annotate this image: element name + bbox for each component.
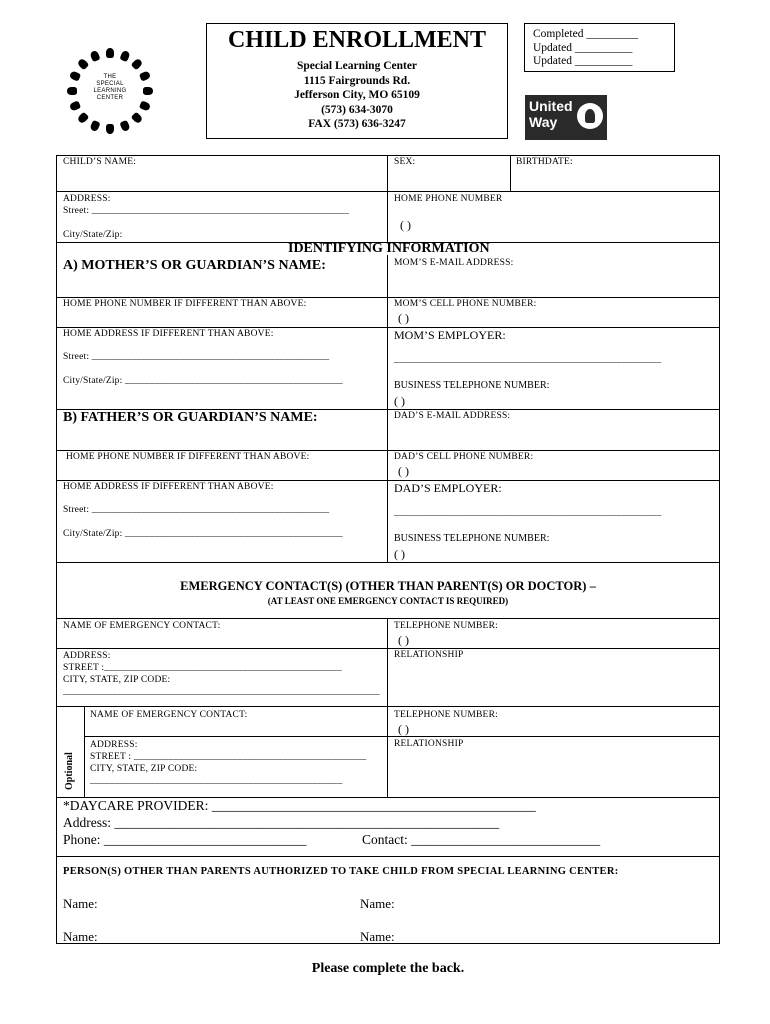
united-way-logo	[525, 95, 607, 140]
mom-home-address-label: HOME ADDRESS IF DIFFERENT THAN ABOVE:	[63, 329, 274, 339]
emergency-contact-1-city-field[interactable]: CITY, STATE, ZIP CODE:	[63, 675, 171, 685]
father-guardian-name-field[interactable]: B) FATHER’S OR GUARDIAN’S NAME:	[63, 410, 318, 425]
logo-text-line: SPECIAL	[96, 81, 124, 87]
dad-email-field[interactable]: DAD’S E-MAIL ADDRESS:	[394, 411, 511, 421]
mother-guardian-name-field[interactable]: A) MOTHER’S OR GUARDIAN’S NAME:	[63, 258, 326, 273]
mom-employer-label: MOM’S EMPLOYER:	[394, 328, 506, 342]
mom-business-phone-label: BUSINESS TELEPHONE NUMBER:	[394, 380, 550, 391]
emergency-contact-1-telephone-field[interactable]: ( )	[398, 633, 409, 647]
child-figure-icon	[77, 111, 90, 124]
emergency-contact-1-name-field[interactable]: NAME OF EMERGENCY CONTACT:	[63, 621, 221, 631]
identifying-information-heading: IDENTIFYING INFORMATION	[288, 241, 490, 256]
dad-business-phone-label: BUSINESS TELEPHONE NUMBER:	[394, 533, 550, 544]
daycare-provider-field[interactable]: *DAYCARE PROVIDER: ________________________________________________	[63, 798, 536, 813]
org-fax: FAX (573) 636-3247	[308, 118, 406, 130]
child-figure-icon	[143, 87, 153, 95]
address-label: ADDRESS:	[63, 194, 111, 204]
child-figure-icon	[106, 48, 114, 58]
emergency-contact-2-address	[90, 739, 367, 787]
authorized-person-name-field[interactable]: Name:	[360, 896, 395, 911]
optional-label: Optional	[64, 752, 75, 790]
child-figure-icon	[130, 58, 143, 71]
daycare-contact-field[interactable]: Contact: ____________________________	[362, 832, 601, 847]
daycare-address-field[interactable]: Address: _________________________________________________________	[63, 815, 500, 830]
updated-field[interactable]: Updated __________	[533, 41, 633, 54]
org-name: Special Learning Center	[296, 60, 418, 72]
org-phone: (573) 634-3070	[321, 103, 393, 116]
complete-back-note: Please complete the back.	[311, 961, 465, 976]
authorized-person-name-field[interactable]: Name:	[63, 896, 98, 911]
dad-business-phone-field[interactable]: ( )	[394, 547, 405, 561]
emergency-contact-2-extra-line[interactable]: ___________________________________________________	[90, 776, 343, 786]
united-way-hand-icon	[577, 103, 603, 129]
child-figure-icon	[130, 111, 143, 124]
child-figure-icon	[69, 100, 81, 111]
mom-employer-field[interactable]: ______________________________________________________	[394, 355, 662, 365]
emergency-contact-2-address-label: ADDRESS:	[90, 740, 138, 750]
updated-field[interactable]: Updated __________	[533, 55, 633, 67]
logo-text-line: THE	[103, 74, 117, 80]
child-figure-icon	[106, 124, 114, 134]
emergency-contacts-heading: EMERGENCY CONTACT(S) (OTHER THAN PARENT(S) OR DOCTOR) –	[180, 579, 596, 593]
dad-street-field[interactable]: Street: ________________________________________________	[63, 505, 330, 515]
birthdate-field[interactable]: BIRTHDATE:	[516, 157, 573, 167]
home-phone-field[interactable]: ( )	[400, 218, 411, 232]
emergency-contact-2-telephone-label: TELEPHONE NUMBER:	[394, 710, 498, 720]
emergency-contact-1-extra-line[interactable]: ________________________________________________________________	[63, 687, 380, 697]
child-figure-icon	[77, 58, 90, 71]
logo-text-line: CENTER	[96, 95, 124, 101]
mom-email-field[interactable]: MOM’S E-MAIL ADDRESS:	[394, 258, 514, 268]
dad-employer-label: DAD’S EMPLOYER:	[394, 481, 502, 495]
logo-text-line: LEARNING	[93, 88, 127, 94]
emergency-contact-2-street-field[interactable]: STREET : _______________________________________________	[90, 752, 367, 762]
daycare-phone-field[interactable]: Phone: ______________________________	[63, 832, 307, 847]
city-state-zip-field[interactable]: City/State/Zip:	[63, 230, 123, 240]
childs-name-field[interactable]: CHILD’S NAME:	[63, 157, 137, 167]
completed-field[interactable]: Completed _________	[533, 28, 639, 40]
authorized-person-name-field[interactable]: Name:	[360, 929, 395, 944]
emergency-contacts-subheading: (AT LEAST ONE EMERGENCY CONTACT IS REQUIRED)	[267, 596, 509, 606]
mom-city-state-zip-field[interactable]: City/State/Zip: ____________________________________________	[63, 376, 343, 386]
emergency-contact-2-telephone-field[interactable]: ( )	[398, 722, 409, 736]
child-figure-icon	[139, 71, 151, 82]
child-figure-icon	[90, 120, 101, 132]
sex-field[interactable]: SEX:	[394, 157, 416, 167]
emergency-contact-1-telephone-label: TELEPHONE NUMBER:	[394, 621, 498, 631]
child-figure-icon	[119, 50, 130, 62]
emergency-contact-1-address	[63, 650, 380, 698]
mom-street-field[interactable]: Street: ________________________________________________	[63, 352, 330, 362]
emergency-contact-1-street-field[interactable]: STREET :________________________________________________	[63, 663, 342, 673]
child-figure-icon	[69, 71, 81, 82]
child-figure-icon	[67, 87, 77, 95]
mom-cell-phone-field[interactable]: ( )	[398, 311, 409, 325]
home-phone-label: HOME PHONE NUMBER	[394, 194, 503, 204]
child-figure-icon	[119, 120, 130, 132]
dad-city-state-zip-field[interactable]: City/State/Zip: ____________________________________________	[63, 529, 343, 539]
mom-business-phone-field[interactable]: ( )	[394, 394, 405, 408]
united-way-text: Way	[529, 114, 558, 130]
emergency-contact-2-relationship-field[interactable]: RELATIONSHIP	[394, 739, 464, 749]
dad-home-phone-field[interactable]: HOME PHONE NUMBER IF DIFFERENT THAN ABOVE:	[66, 452, 310, 462]
dad-home-address-label: HOME ADDRESS IF DIFFERENT THAN ABOVE:	[63, 482, 274, 492]
authorized-person-name-field[interactable]: Name:	[63, 929, 98, 944]
org-address	[206, 59, 508, 132]
dad-cell-phone-label: DAD’S CELL PHONE NUMBER:	[394, 452, 534, 462]
status-lines	[533, 28, 638, 69]
child-figure-icon	[139, 100, 151, 111]
dad-employer-field[interactable]: ______________________________________________________	[394, 508, 662, 518]
dad-cell-phone-field[interactable]: ( )	[398, 464, 409, 478]
child-figure-icon	[90, 50, 101, 62]
emergency-contact-1-address-label: ADDRESS:	[63, 651, 111, 661]
org-city: Jefferson City, MO 65109	[294, 89, 420, 101]
emergency-contact-2-city-field[interactable]: CITY, STATE, ZIP CODE:	[90, 764, 198, 774]
org-street: 1115 Fairgrounds Rd.	[303, 74, 411, 87]
page-title: CHILD ENROLLMENT	[227, 27, 487, 53]
street-field[interactable]: Street: ____________________________________________________	[63, 206, 350, 216]
emergency-contact-1-relationship-field[interactable]: RELATIONSHIP	[394, 650, 464, 660]
authorized-persons-heading: PERSON(S) OTHER THAN PARENTS AUTHORIZED TO TAKE CHILD FROM SPECIAL LEARNING CENTER:	[63, 866, 619, 877]
united-way-text: United	[529, 98, 573, 114]
emergency-contact-2-name-field[interactable]: NAME OF EMERGENCY CONTACT:	[90, 710, 248, 720]
mom-home-phone-field[interactable]: HOME PHONE NUMBER IF DIFFERENT THAN ABOVE:	[63, 299, 307, 309]
mom-cell-phone-label: MOM’S CELL PHONE NUMBER:	[394, 299, 537, 309]
